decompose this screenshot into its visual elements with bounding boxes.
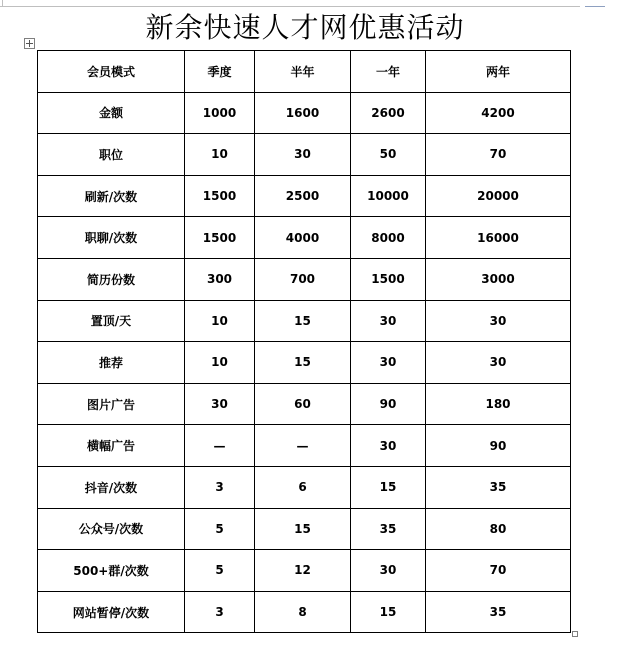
cell-two-years: 30	[426, 300, 571, 342]
table-header-row	[38, 51, 571, 93]
cell-two-years: 180	[426, 383, 571, 425]
cell-quarter: 10	[185, 134, 255, 176]
cell-quarter: 1500	[185, 175, 255, 217]
cell-quarter: 1500	[185, 217, 255, 259]
table-row	[38, 466, 571, 508]
page-margin-line	[0, 6, 580, 7]
cell-two-years: 3000	[426, 258, 571, 300]
cell-mode: 公众号/次数	[38, 508, 185, 550]
table-row	[38, 175, 571, 217]
table-row	[38, 342, 571, 384]
cell-quarter: 10	[185, 342, 255, 384]
table-row	[38, 300, 571, 342]
table-row	[38, 258, 571, 300]
table-row	[38, 134, 571, 176]
cell-half-year: 1600	[255, 92, 351, 134]
cell-two-years: 30	[426, 342, 571, 384]
cell-half-year: 30	[255, 134, 351, 176]
cell-two-years: 4200	[426, 92, 571, 134]
cell-one-year: 2600	[351, 92, 426, 134]
cell-quarter: 30	[185, 383, 255, 425]
header-cell-half-year: 半年	[255, 51, 351, 93]
cell-mode: 简历份数	[38, 258, 185, 300]
cell-one-year: 90	[351, 383, 426, 425]
cell-mode: 职聊/次数	[38, 217, 185, 259]
table-row	[38, 550, 571, 592]
cell-mode: 网站暂停/次数	[38, 591, 185, 633]
cell-mode: 置顶/天	[38, 300, 185, 342]
cell-half-year: 60	[255, 383, 351, 425]
cell-quarter: 1000	[185, 92, 255, 134]
cell-quarter: 5	[185, 508, 255, 550]
table-row	[38, 383, 571, 425]
table-row	[38, 217, 571, 259]
cell-one-year: 30	[351, 300, 426, 342]
cell-mode: 横幅广告	[38, 425, 185, 467]
cell-half-year: 15	[255, 508, 351, 550]
cell-one-year: 15	[351, 591, 426, 633]
cell-one-year: 8000	[351, 217, 426, 259]
cell-mode: 图片广告	[38, 383, 185, 425]
membership-pricing-table	[37, 50, 571, 633]
cell-two-years: 16000	[426, 217, 571, 259]
table-row	[38, 425, 571, 467]
table-row	[38, 591, 571, 633]
cell-mode: 500+群/次数	[38, 550, 185, 592]
cell-half-year: 15	[255, 300, 351, 342]
cell-mode: 金额	[38, 92, 185, 134]
cell-two-years: 80	[426, 508, 571, 550]
cell-one-year: 35	[351, 508, 426, 550]
cell-two-years: 20000	[426, 175, 571, 217]
cell-mode: 刷新/次数	[38, 175, 185, 217]
cell-half-year: 8	[255, 591, 351, 633]
cell-half-year: 15	[255, 342, 351, 384]
table-row	[38, 92, 571, 134]
cell-quarter: 10	[185, 300, 255, 342]
cell-mode: 抖音/次数	[38, 466, 185, 508]
cell-half-year: 2500	[255, 175, 351, 217]
cell-quarter: 3	[185, 591, 255, 633]
header-cell-quarter: 季度	[185, 51, 255, 93]
document-title: 新余快速人才网优惠活动	[145, 11, 465, 44]
cell-two-years: 70	[426, 134, 571, 176]
header-cell-one-year: 一年	[351, 51, 426, 93]
cell-one-year: 30	[351, 550, 426, 592]
table-row	[38, 508, 571, 550]
cell-half-year: 4000	[255, 217, 351, 259]
cell-mode: 推荐	[38, 342, 185, 384]
cell-one-year: 30	[351, 425, 426, 467]
cell-two-years: 35	[426, 466, 571, 508]
cell-one-year: 50	[351, 134, 426, 176]
cell-half-year: 700	[255, 258, 351, 300]
cell-one-year: 10000	[351, 175, 426, 217]
cell-half-year: —	[255, 425, 351, 467]
table-resize-handle[interactable]	[572, 631, 578, 637]
cell-two-years: 70	[426, 550, 571, 592]
cell-one-year: 15	[351, 466, 426, 508]
cell-quarter: 3	[185, 466, 255, 508]
cell-two-years: 35	[426, 591, 571, 633]
ruler-tick	[585, 6, 605, 7]
header-cell-two-years: 两年	[426, 51, 571, 93]
table-body	[38, 51, 571, 633]
cell-mode: 职位	[38, 134, 185, 176]
cell-half-year: 12	[255, 550, 351, 592]
cell-one-year: 30	[351, 342, 426, 384]
cell-one-year: 1500	[351, 258, 426, 300]
header-cell-mode: 会员模式	[38, 51, 185, 93]
cell-half-year: 6	[255, 466, 351, 508]
cell-quarter: 5	[185, 550, 255, 592]
cell-quarter: 300	[185, 258, 255, 300]
cell-two-years: 90	[426, 425, 571, 467]
cell-quarter: —	[185, 425, 255, 467]
table-move-handle-icon[interactable]	[24, 38, 35, 49]
